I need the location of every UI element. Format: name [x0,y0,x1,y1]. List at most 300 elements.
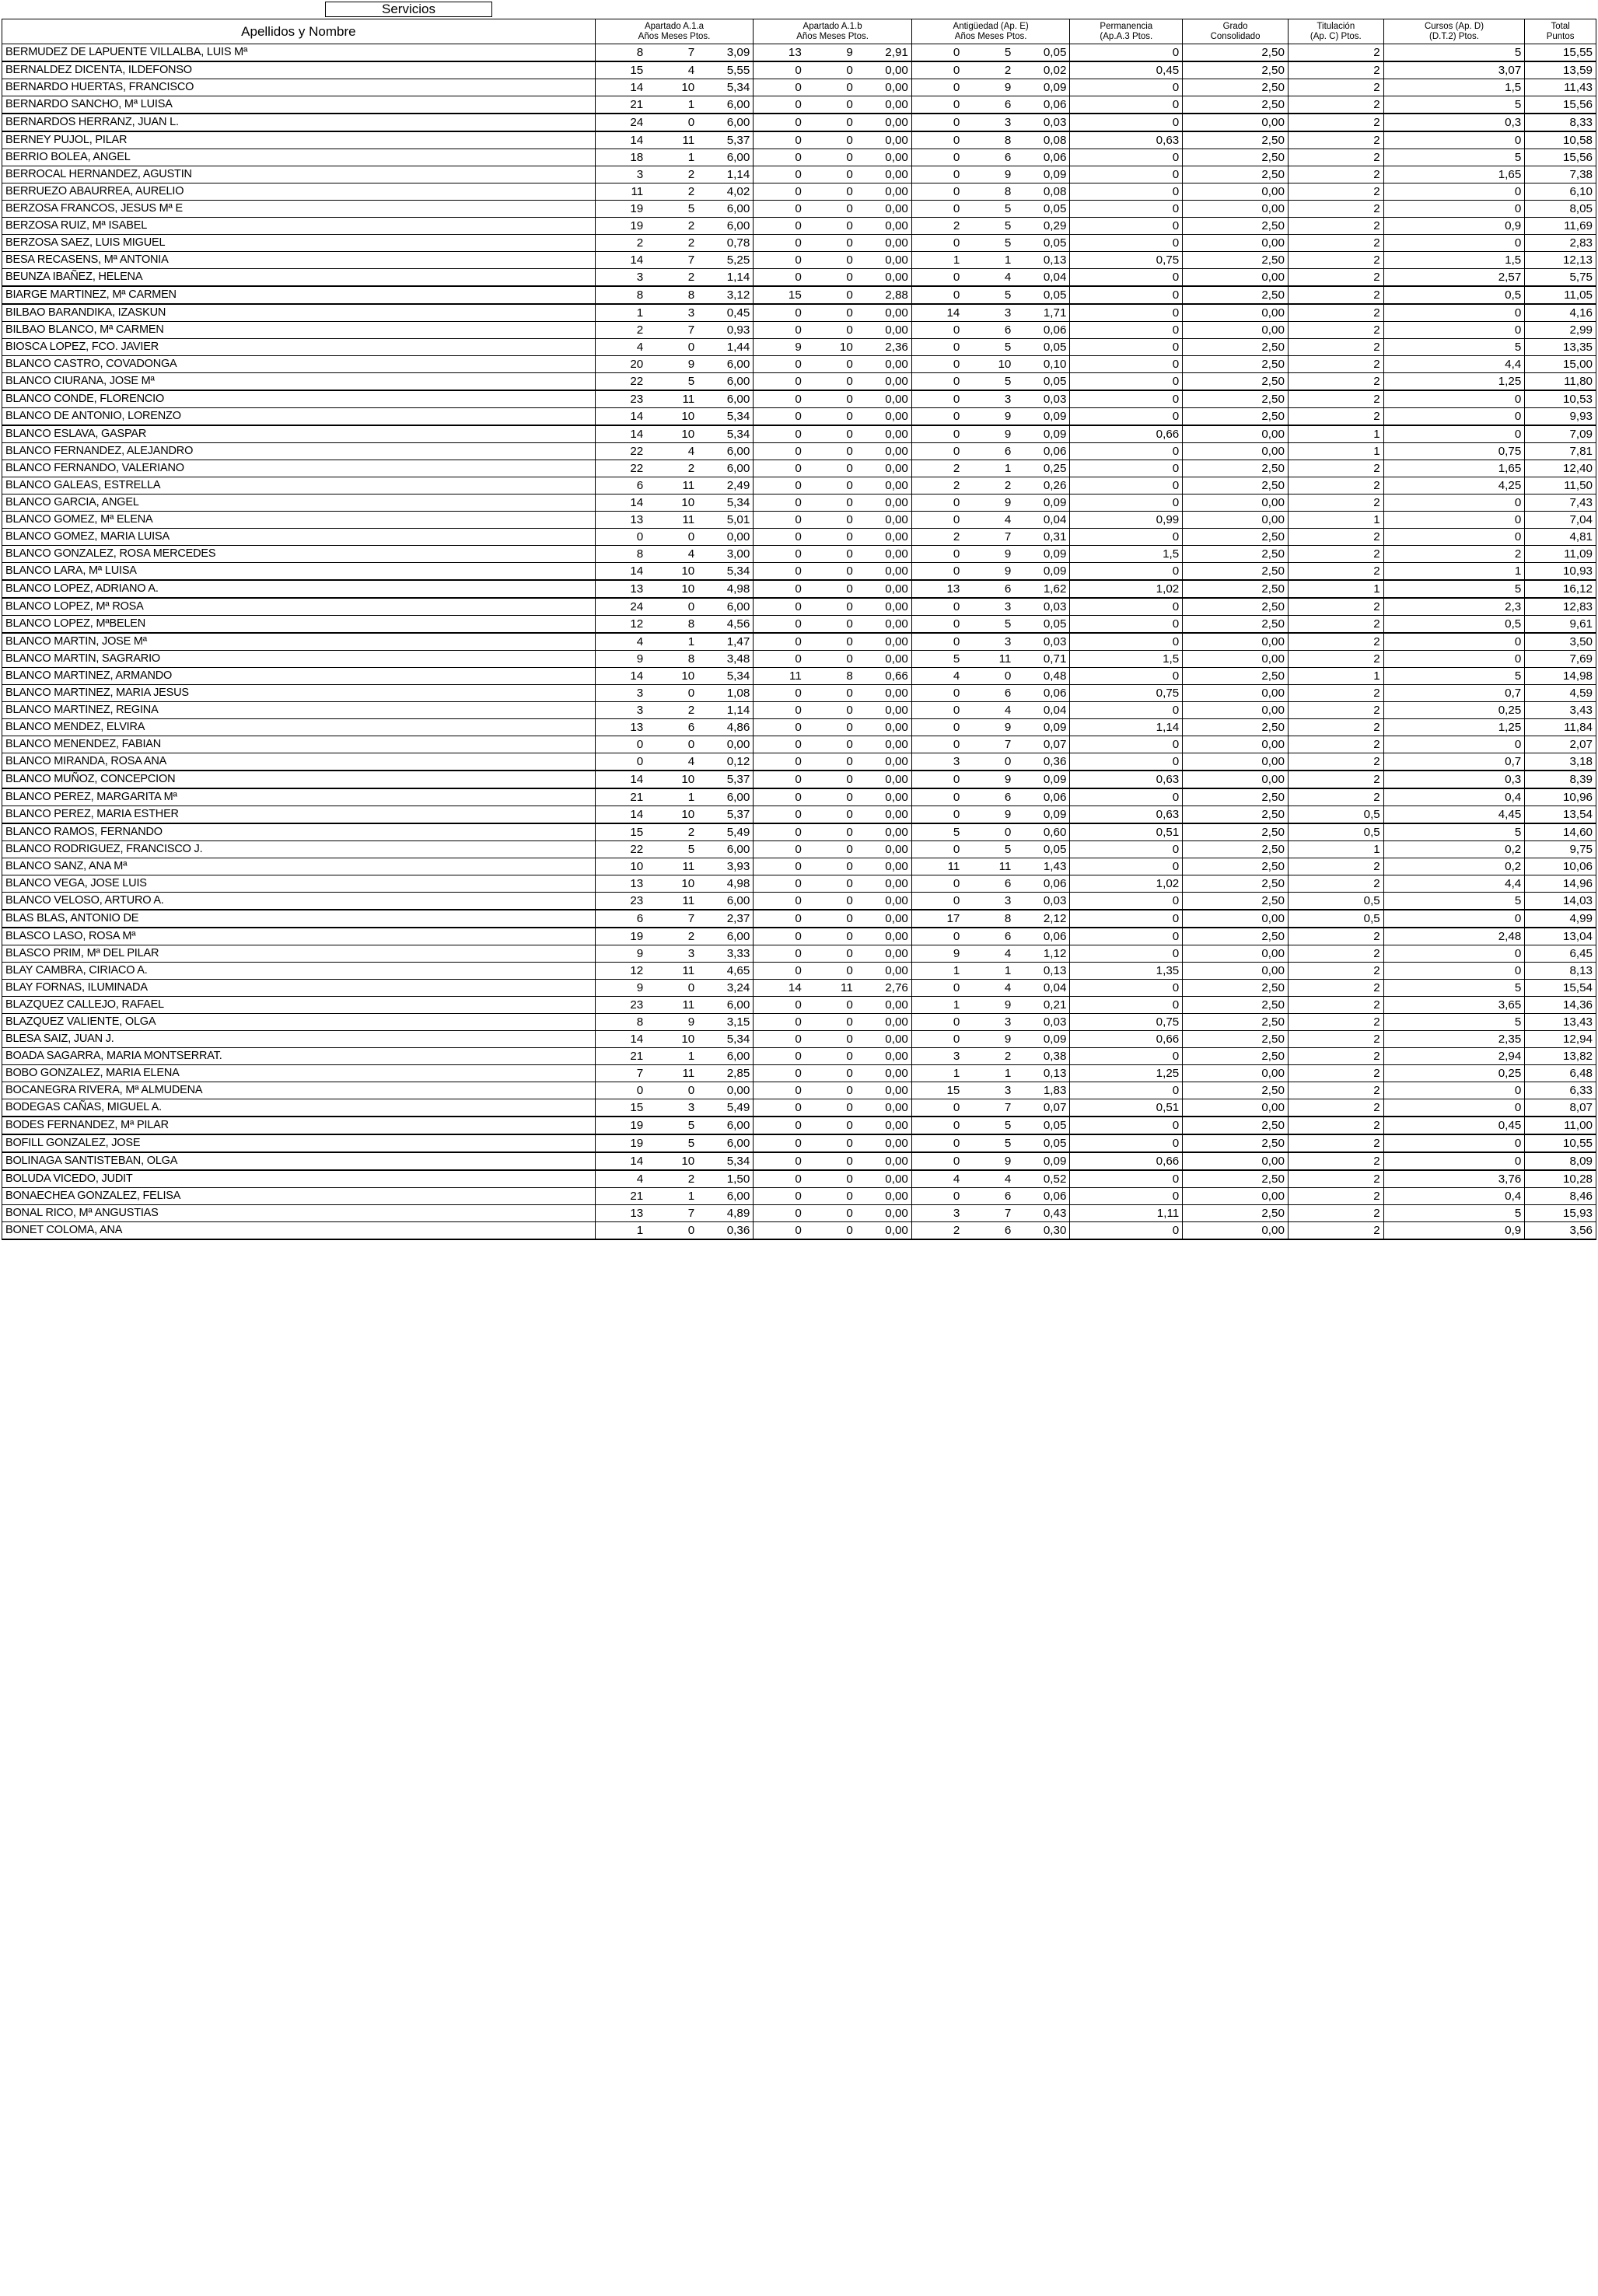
cell-a1a-ptos: 1,14 [698,166,754,183]
cell-a1b-anos: 0 [754,443,805,460]
cell-ant-ptos: 0,09 [1014,719,1070,736]
cell-total: 10,53 [1525,390,1596,408]
cell-ant-ptos: 0,04 [1014,512,1070,529]
cell-ant-ptos: 1,83 [1014,1082,1070,1099]
cell-name: BERNARDOS HERRANZ, JUAN L. [2,114,596,131]
cell-titulacion: 2 [1288,529,1383,546]
cell-permanencia: 0 [1070,893,1183,910]
cell-a1b-anos: 0 [754,529,805,546]
cell-ant-meses: 9 [963,494,1014,512]
cell-a1b-anos: 0 [754,114,805,131]
cell-permanencia: 0 [1070,616,1183,634]
cell-a1b-ptos: 0,00 [856,1222,912,1240]
cell-a1b-ptos: 0,00 [856,131,912,149]
cell-a1b-meses: 9 [805,44,856,62]
cell-a1a-anos: 22 [595,373,646,391]
cell-titulacion: 2 [1288,166,1383,183]
cell-ant-anos: 1 [911,252,963,269]
table-row [2,512,1596,529]
header-total-line2: Puntos [1546,31,1575,41]
cell-ant-anos: 5 [911,651,963,668]
cell-ant-ptos: 0,05 [1014,841,1070,858]
table-row [2,494,1596,512]
cell-a1a-meses: 11 [646,477,698,494]
cell-cursos: 0 [1383,910,1525,928]
table-row [2,529,1596,546]
cell-total: 7,04 [1525,512,1596,529]
cell-ant-ptos: 0,31 [1014,529,1070,546]
cell-ant-meses: 5 [963,235,1014,252]
cell-permanencia: 1,35 [1070,963,1183,980]
cell-titulacion: 2 [1288,858,1383,875]
cell-permanencia: 0,63 [1070,131,1183,149]
cell-ant-anos: 0 [911,1188,963,1205]
cell-titulacion: 2 [1288,114,1383,131]
cell-grado: 0,00 [1183,425,1289,443]
cell-a1a-anos: 19 [595,1134,646,1152]
table-row [2,183,1596,201]
cell-total: 13,59 [1525,61,1596,79]
cell-cursos: 0,9 [1383,1222,1525,1240]
cell-name: BLANCO PEREZ, MARGARITA Mª [2,788,596,806]
cell-grado: 2,50 [1183,1014,1289,1031]
cell-a1a-anos: 9 [595,945,646,963]
cell-ant-anos: 0 [911,408,963,426]
table-row [2,546,1596,563]
cell-ant-anos: 0 [911,512,963,529]
cell-name: BERNEY PUJOL, PILAR [2,131,596,149]
cell-name: BOBO GONZALEZ, MARIA ELENA [2,1065,596,1082]
cell-ant-meses: 1 [963,460,1014,477]
cell-ant-meses: 9 [963,563,1014,581]
cell-ant-meses: 0 [963,753,1014,771]
cell-ant-meses: 3 [963,114,1014,131]
cell-ant-meses: 9 [963,719,1014,736]
cell-ant-ptos: 0,04 [1014,702,1070,719]
cell-a1b-anos: 0 [754,685,805,702]
cell-cursos: 0,3 [1383,114,1525,131]
cell-a1a-ptos: 6,00 [698,841,754,858]
cell-cursos: 4,4 [1383,875,1525,893]
cell-cursos: 5 [1383,668,1525,685]
cell-cursos: 1,25 [1383,373,1525,391]
cell-permanencia: 0 [1070,286,1183,304]
cell-a1b-ptos: 2,36 [856,339,912,356]
cell-ant-anos: 5 [911,823,963,841]
cell-a1b-ptos: 0,00 [856,512,912,529]
cell-ant-anos: 0 [911,980,963,997]
cell-a1b-meses: 0 [805,788,856,806]
cell-name: BLANCO LOPEZ, ADRIANO A. [2,580,596,598]
cell-a1b-anos: 0 [754,997,805,1014]
cell-ant-meses: 2 [963,477,1014,494]
table-row [2,702,1596,719]
cell-a1a-anos: 14 [595,563,646,581]
cell-ant-meses: 4 [963,269,1014,287]
cell-ant-anos: 9 [911,945,963,963]
cell-a1a-meses: 1 [646,633,698,651]
cell-a1a-ptos: 6,00 [698,373,754,391]
cell-grado: 2,50 [1183,1117,1289,1134]
cell-a1a-meses: 10 [646,425,698,443]
cell-a1a-anos: 10 [595,858,646,875]
cell-cursos: 0,3 [1383,771,1525,788]
cell-a1b-anos: 0 [754,616,805,634]
cell-total: 10,55 [1525,1134,1596,1152]
cell-a1b-meses: 0 [805,1170,856,1188]
cell-a1a-anos: 24 [595,114,646,131]
cell-ant-ptos: 0,05 [1014,616,1070,634]
cell-ant-anos: 0 [911,1031,963,1048]
cell-cursos: 0 [1383,633,1525,651]
cell-a1a-anos: 23 [595,997,646,1014]
cell-name: BLANCO RAMOS, FERNANDO [2,823,596,841]
cell-a1b-meses: 0 [805,736,856,753]
cell-titulacion: 2 [1288,1152,1383,1170]
cell-a1b-anos: 0 [754,201,805,218]
cell-a1b-ptos: 0,00 [856,373,912,391]
cell-ant-anos: 0 [911,702,963,719]
cell-a1b-anos: 0 [754,1048,805,1065]
cell-grado: 0,00 [1183,1222,1289,1240]
table-row [2,651,1596,668]
cell-titulacion: 2 [1288,702,1383,719]
cell-a1a-ptos: 5,34 [698,668,754,685]
cell-titulacion: 2 [1288,651,1383,668]
cell-a1a-meses: 7 [646,910,698,928]
cell-a1b-ptos: 0,00 [856,806,912,824]
cell-a1b-ptos: 0,00 [856,166,912,183]
cell-cursos: 0,75 [1383,443,1525,460]
cell-a1b-meses: 0 [805,1014,856,1031]
cell-ant-anos: 0 [911,166,963,183]
cell-total: 7,81 [1525,443,1596,460]
cell-titulacion: 2 [1288,616,1383,634]
table-row [2,390,1596,408]
cell-a1b-ptos: 0,00 [856,1117,912,1134]
cell-a1b-ptos: 0,00 [856,235,912,252]
cell-ant-anos: 0 [911,875,963,893]
cell-a1b-meses: 0 [805,546,856,563]
cell-ant-anos: 3 [911,753,963,771]
cell-ant-anos: 4 [911,668,963,685]
cell-a1a-ptos: 3,09 [698,44,754,62]
cell-cursos: 2,48 [1383,928,1525,945]
cell-a1a-meses: 10 [646,668,698,685]
cell-a1b-ptos: 2,88 [856,286,912,304]
cell-a1a-anos: 13 [595,580,646,598]
cell-name: BLANCO MENDEZ, ELVIRA [2,719,596,736]
cell-a1b-meses: 0 [805,598,856,616]
cell-a1b-ptos: 0,00 [856,546,912,563]
cell-cursos: 0,9 [1383,218,1525,235]
cell-a1a-anos: 23 [595,390,646,408]
cell-name: BILBAO BARANDIKA, IZASKUN [2,304,596,322]
cell-ant-anos: 2 [911,529,963,546]
cell-grado: 0,00 [1183,114,1289,131]
cell-a1a-meses: 3 [646,945,698,963]
cell-name: BESA RECASENS, Mª ANTONIA [2,252,596,269]
cell-a1b-meses: 0 [805,529,856,546]
cell-a1a-anos: 14 [595,668,646,685]
cell-a1b-ptos: 0,00 [856,390,912,408]
cell-titulacion: 2 [1288,96,1383,114]
cell-a1a-meses: 2 [646,269,698,287]
cell-a1a-ptos: 3,48 [698,651,754,668]
cell-a1a-anos: 19 [595,928,646,945]
cell-ant-meses: 1 [963,252,1014,269]
cell-a1b-anos: 0 [754,235,805,252]
cell-a1b-meses: 0 [805,945,856,963]
cell-ant-anos: 0 [911,546,963,563]
cell-a1a-meses: 11 [646,131,698,149]
cell-a1b-anos: 0 [754,460,805,477]
table-row [2,823,1596,841]
cell-a1b-ptos: 0,00 [856,1099,912,1117]
cell-a1b-anos: 13 [754,44,805,62]
cell-a1a-ptos: 6,00 [698,356,754,373]
header-cursos-line1: Cursos (Ap. D) [1424,21,1484,31]
cell-grado: 2,50 [1183,1205,1289,1222]
table-row [2,201,1596,218]
cell-ant-meses: 2 [963,61,1014,79]
cell-grado: 2,50 [1183,79,1289,96]
header-name: Apellidos y Nombre [2,19,596,44]
cell-ant-meses: 5 [963,201,1014,218]
cell-a1b-ptos: 0,00 [856,563,912,581]
cell-name: BLANCO MARTIN, JOSE Mª [2,633,596,651]
cell-a1a-ptos: 6,00 [698,997,754,1014]
table-row [2,788,1596,806]
cell-titulacion: 2 [1288,79,1383,96]
cell-permanencia: 0 [1070,788,1183,806]
cell-a1a-meses: 4 [646,546,698,563]
cell-cursos: 2,57 [1383,269,1525,287]
header-cursos-line2: (D.T.2) Ptos. [1429,31,1479,41]
cell-ant-ptos: 0,06 [1014,788,1070,806]
cell-ant-ptos: 0,03 [1014,1014,1070,1031]
cell-titulacion: 1 [1288,580,1383,598]
cell-a1a-anos: 2 [595,235,646,252]
cell-a1a-meses: 8 [646,286,698,304]
cell-titulacion: 1 [1288,512,1383,529]
cell-cursos: 0,5 [1383,616,1525,634]
cell-a1a-anos: 14 [595,494,646,512]
cell-total: 8,39 [1525,771,1596,788]
cell-a1a-anos: 21 [595,96,646,114]
cell-a1a-meses: 7 [646,322,698,339]
cell-permanencia: 0 [1070,980,1183,997]
cell-permanencia: 0 [1070,1188,1183,1205]
cell-a1a-meses: 2 [646,218,698,235]
cell-total: 2,83 [1525,235,1596,252]
table-row [2,910,1596,928]
cell-a1a-meses: 11 [646,997,698,1014]
cell-ant-ptos: 2,12 [1014,910,1070,928]
cell-a1a-meses: 4 [646,61,698,79]
cell-a1a-meses: 1 [646,1048,698,1065]
cell-a1a-meses: 10 [646,79,698,96]
cell-permanencia: 0 [1070,166,1183,183]
cell-grado: 0,00 [1183,771,1289,788]
cell-ant-ptos: 0,03 [1014,893,1070,910]
cell-a1a-meses: 2 [646,702,698,719]
cell-a1b-meses: 0 [805,823,856,841]
cell-a1b-meses: 0 [805,997,856,1014]
cell-a1b-ptos: 0,00 [856,841,912,858]
cell-ant-meses: 6 [963,1188,1014,1205]
cell-ant-ptos: 0,13 [1014,1065,1070,1082]
cell-total: 14,96 [1525,875,1596,893]
cell-a1b-anos: 14 [754,980,805,997]
cell-a1a-anos: 24 [595,598,646,616]
header-apartado-a1b-line1: Apartado A.1.b [802,21,862,31]
cell-total: 13,43 [1525,1014,1596,1031]
cell-a1a-anos: 3 [595,269,646,287]
cell-name: BLANCO GONZALEZ, ROSA MERCEDES [2,546,596,563]
cell-total: 4,59 [1525,685,1596,702]
cell-a1a-ptos: 5,49 [698,1099,754,1117]
cell-cursos: 1,25 [1383,719,1525,736]
cell-ant-meses: 1 [963,963,1014,980]
cell-a1b-anos: 0 [754,1117,805,1134]
cell-a1b-anos: 0 [754,166,805,183]
cell-a1a-anos: 12 [595,963,646,980]
cell-ant-meses: 5 [963,1117,1014,1134]
cell-ant-anos: 0 [911,201,963,218]
cell-a1a-anos: 23 [595,893,646,910]
cell-ant-ptos: 1,43 [1014,858,1070,875]
cell-permanencia: 0,63 [1070,806,1183,824]
cell-cursos: 0 [1383,408,1525,426]
cell-ant-ptos: 0,09 [1014,408,1070,426]
cell-titulacion: 2 [1288,1170,1383,1188]
cell-cursos: 0 [1383,1082,1525,1099]
cell-cursos: 0 [1383,1152,1525,1170]
cell-a1b-ptos: 0,00 [856,598,912,616]
cell-grado: 2,50 [1183,373,1289,391]
cell-ant-meses: 9 [963,166,1014,183]
cell-name: BODES FERNANDEZ, Mª PILAR [2,1117,596,1134]
cell-a1b-meses: 0 [805,1188,856,1205]
cell-a1b-meses: 0 [805,651,856,668]
cell-cursos: 0,25 [1383,1065,1525,1082]
cell-grado: 2,50 [1183,997,1289,1014]
cell-a1a-meses: 0 [646,980,698,997]
table-row [2,1099,1596,1117]
cell-total: 11,09 [1525,546,1596,563]
cell-ant-anos: 13 [911,580,963,598]
cell-permanencia: 1,02 [1070,580,1183,598]
cell-ant-anos: 1 [911,997,963,1014]
table-header [2,19,1596,44]
cell-permanencia: 0 [1070,408,1183,426]
cell-titulacion: 2 [1288,980,1383,997]
cell-permanencia: 1,25 [1070,1065,1183,1082]
cell-ant-anos: 0 [911,598,963,616]
cell-a1a-meses: 11 [646,858,698,875]
cell-a1a-meses: 0 [646,114,698,131]
cell-a1b-meses: 0 [805,356,856,373]
cell-cursos: 2,94 [1383,1048,1525,1065]
cell-permanencia: 0,75 [1070,685,1183,702]
cell-a1a-meses: 0 [646,339,698,356]
cell-a1a-ptos: 3,12 [698,286,754,304]
cell-ant-anos: 0 [911,183,963,201]
cell-cursos: 0,45 [1383,1117,1525,1134]
cell-a1b-anos: 0 [754,771,805,788]
cell-a1b-meses: 8 [805,668,856,685]
cell-a1b-ptos: 0,00 [856,1014,912,1031]
cell-a1a-ptos: 5,37 [698,131,754,149]
cell-ant-anos: 0 [911,131,963,149]
cell-ant-ptos: 0,25 [1014,460,1070,477]
servicios-group-title: Servicios [325,2,492,17]
cell-a1a-ptos: 4,56 [698,616,754,634]
cell-ant-meses: 8 [963,183,1014,201]
table-row [2,980,1596,997]
table-row [2,928,1596,945]
cell-a1b-ptos: 0,00 [856,945,912,963]
cell-a1b-meses: 0 [805,443,856,460]
cell-a1a-ptos: 5,34 [698,563,754,581]
cell-a1b-anos: 0 [754,1082,805,1099]
cell-grado: 2,50 [1183,1031,1289,1048]
cell-grado: 0,00 [1183,201,1289,218]
cell-a1a-anos: 0 [595,736,646,753]
cell-ant-anos: 3 [911,1048,963,1065]
cell-permanencia: 0,45 [1070,61,1183,79]
cell-a1a-ptos: 4,86 [698,719,754,736]
cell-grado: 2,50 [1183,286,1289,304]
cell-a1b-anos: 0 [754,79,805,96]
cell-cursos: 0 [1383,425,1525,443]
cell-titulacion: 2 [1288,788,1383,806]
cell-a1b-anos: 0 [754,719,805,736]
cell-ant-meses: 3 [963,1014,1014,1031]
cell-a1a-meses: 10 [646,563,698,581]
cell-permanencia: 0 [1070,304,1183,322]
table-row [2,580,1596,598]
cell-grado: 2,50 [1183,166,1289,183]
cell-ant-ptos: 0,09 [1014,1152,1070,1170]
table-row [2,893,1596,910]
cell-grado: 2,50 [1183,788,1289,806]
cell-cursos: 4,45 [1383,806,1525,824]
cell-a1a-meses: 10 [646,771,698,788]
cell-a1a-meses: 9 [646,1014,698,1031]
cell-ant-meses: 11 [963,651,1014,668]
cell-total: 13,82 [1525,1048,1596,1065]
cell-total: 6,10 [1525,183,1596,201]
cell-ant-ptos: 1,12 [1014,945,1070,963]
table-row [2,79,1596,96]
cell-permanencia: 0 [1070,114,1183,131]
cell-a1b-ptos: 0,00 [856,685,912,702]
cell-grado: 2,50 [1183,1134,1289,1152]
cell-ant-anos: 0 [911,685,963,702]
cell-name: BLANCO VELOSO, ARTURO A. [2,893,596,910]
cell-ant-meses: 5 [963,373,1014,391]
cell-a1a-anos: 9 [595,651,646,668]
cell-name: BLANCO MUÑOZ, CONCEPCION [2,771,596,788]
cell-cursos: 0,4 [1383,788,1525,806]
cell-a1a-meses: 0 [646,685,698,702]
cell-titulacion: 2 [1288,131,1383,149]
cell-a1a-ptos: 5,01 [698,512,754,529]
cell-ant-meses: 5 [963,44,1014,62]
cell-permanencia: 0 [1070,702,1183,719]
